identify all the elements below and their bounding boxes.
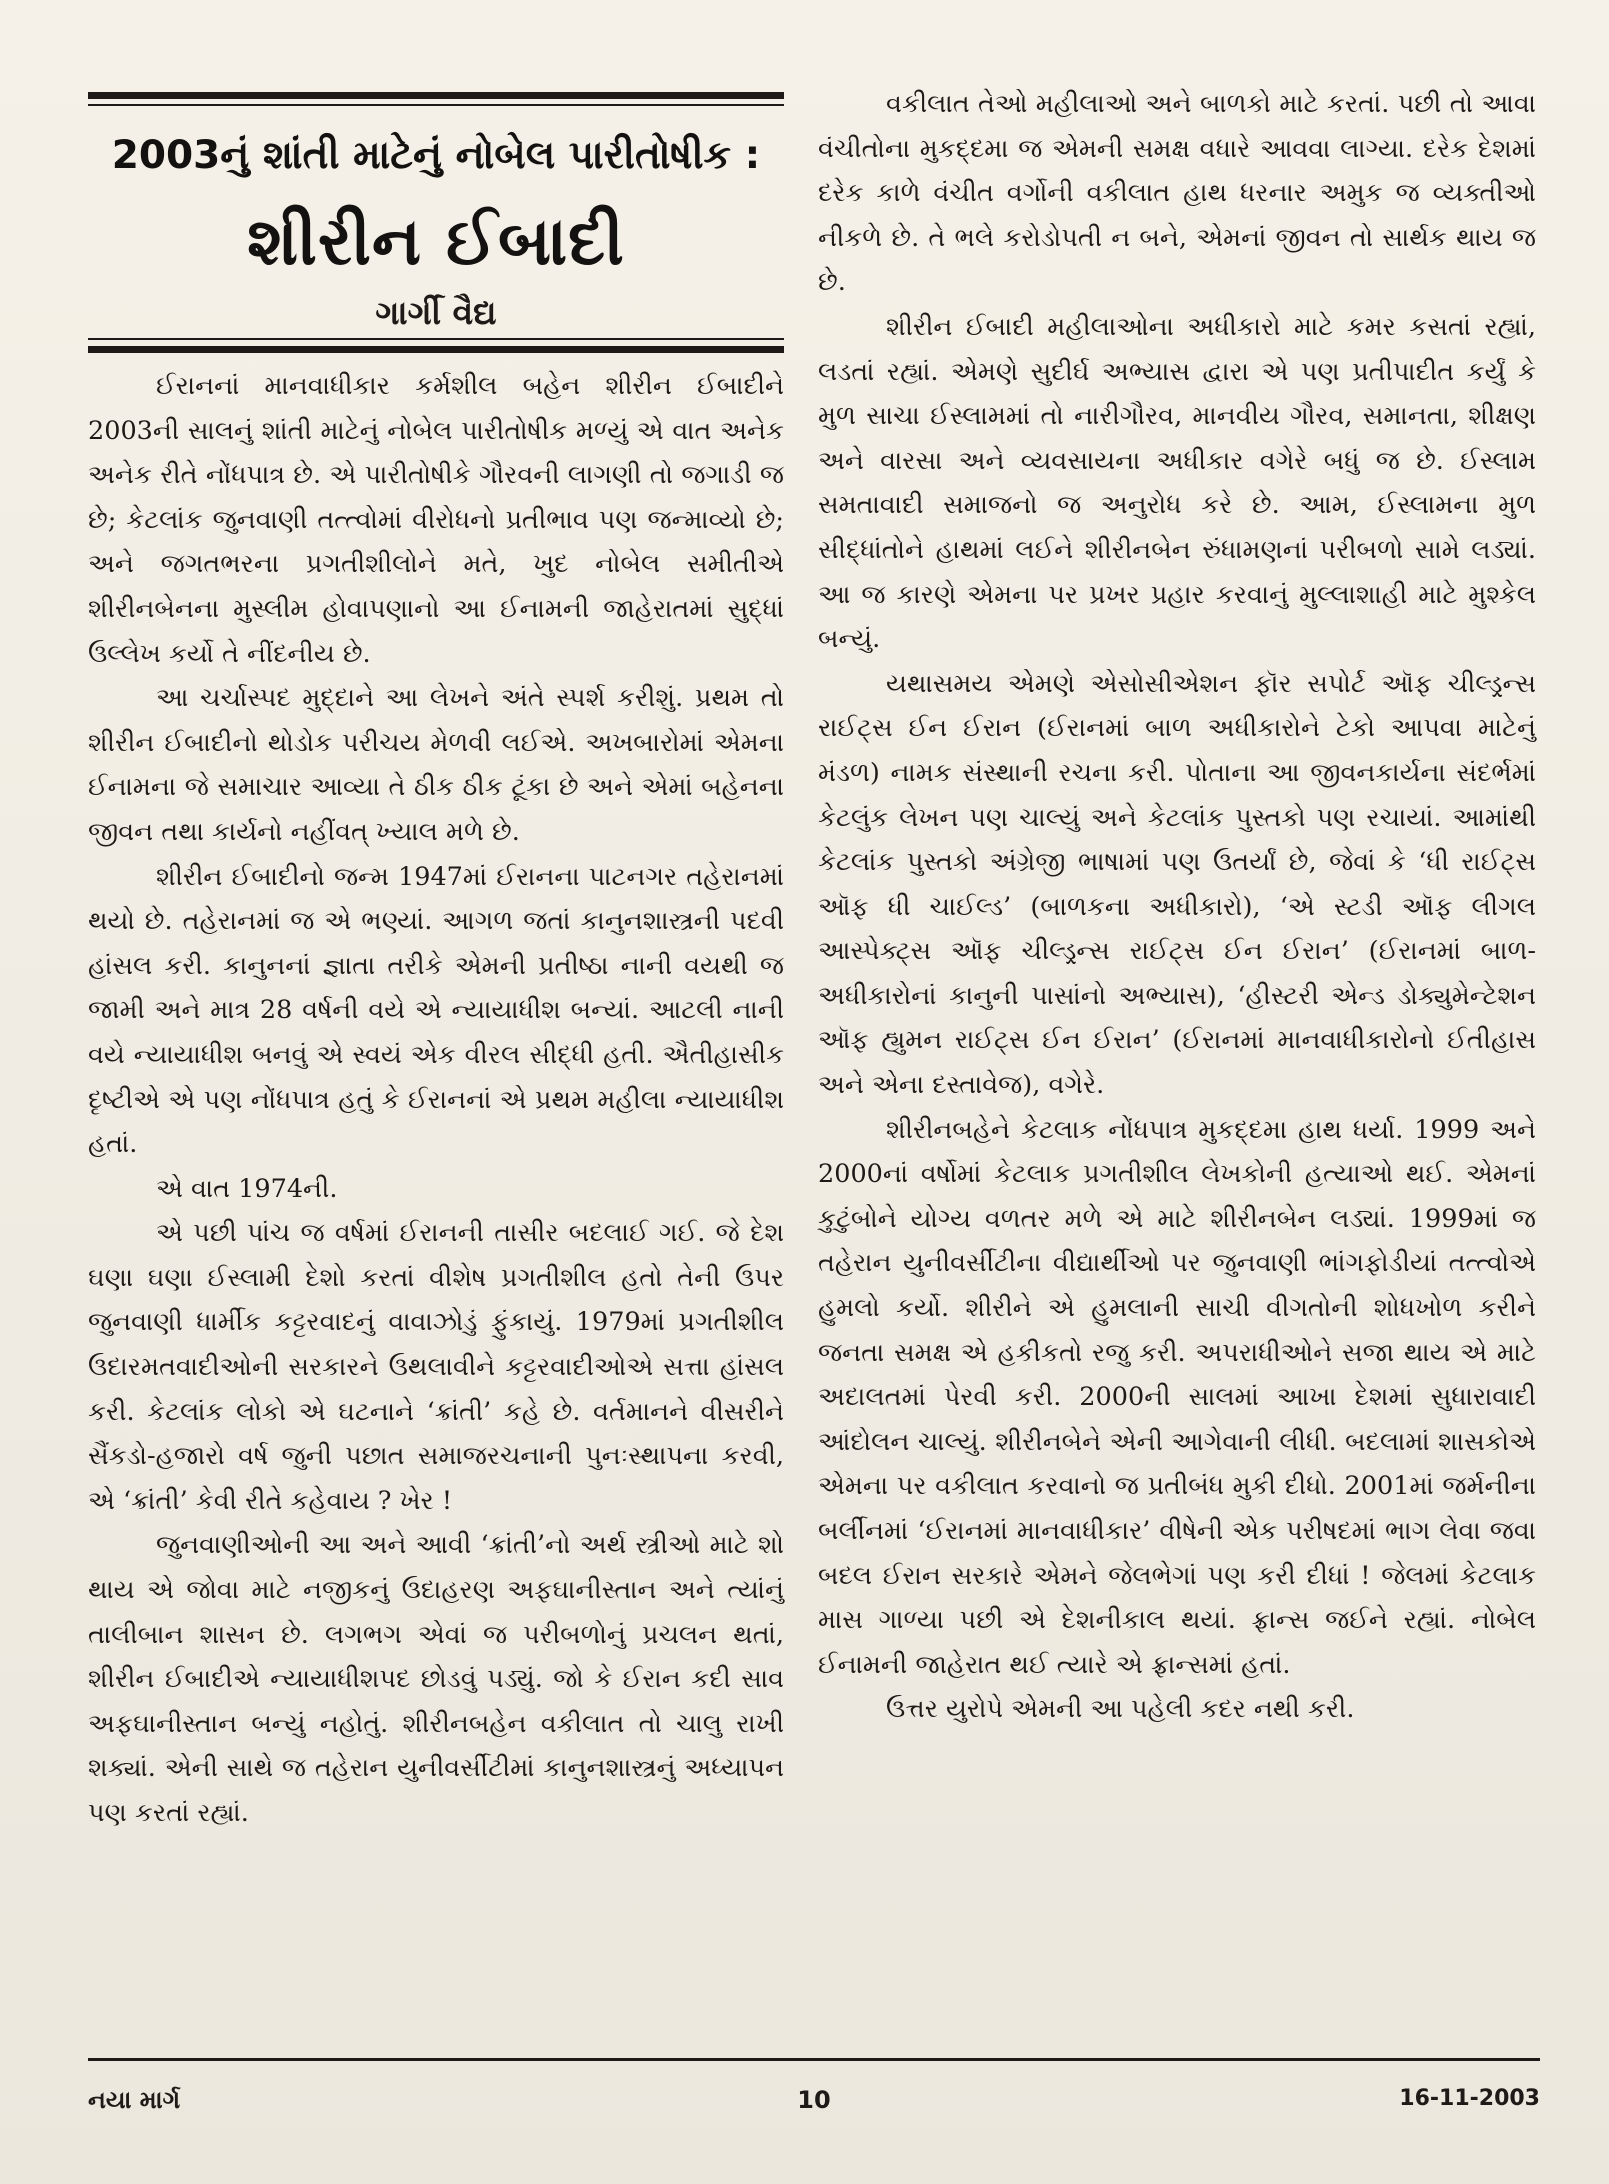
paragraph: શીરીન ઈબાદીનો જન્મ 1947માં ઈરાનના પાટનગર તહેરાનમાં થયો છે. તહેરાનમાં જ એ ભણ્યાં. આગળ જતાં કાનુનશાસ્ત્રની પદવી હાંસલ કરી. કાનુનનાં જ્ઞાતા તરીકે એમની પ્રતીષ્ઠા નાની વયથી જ જામી અને માત્ર 28 વર્ષની વયે એ ન્યાયાધીશ બન્યાં. આટલી નાની વયે ન્યાયાધીશ બનવું એ સ્વયં એક વીરલ સીદ્ધી હતી. ઐતીહાસીક દૃષ્ટીએ એ પણ નોંધપાત્ર હતું કે ઈરાનનાં એ પ્રથમ મહીલા ન્યાયાધીશ હતાં.	[88, 861, 784, 1160]
paragraph: ઉત્તર યુરોપે એમની આ પહેલી કદર નથી કરી.	[886, 1694, 1355, 1725]
headline-line-1: 2003નું શાંતી માટેનું નોબેલ પારીતોષીક :	[111, 133, 761, 178]
paragraph: એ વાત 1974ની.	[156, 1173, 338, 1204]
paragraph: એ પછી પાંચ જ વર્ષમાં ઈરાનની તાસીર બદલાઈ ગઈ. જે દેશ ઘણા ઘણા ઈસ્લામી દેશો કરતાં વીશેષ પ્રગતીશીલ હતો તેની ઉપર જુનવાણી ધાર્મીક કટ્ટરવાદનું વાવાઝોડું ફુંકાયું. 1979માં પ્રગતીશીલ ઉદારમતવાદીઓની સરકારને ઉથલાવીને કટ્ટરવાદીઓએ સત્તા હાંસલ કરી. કેટલાંક લોકો એ ઘટનાને ‘ક્રાંતી’ કહે છે. વર્તમાનને વીસરીને સૈંકડો-હજારો વર્ષ જુની પછાત સમાજરચનાની પુનઃસ્થાપના કરવી, એ ‘ક્રાંતી’ કેવી રીતે કહેવાય ? ખેર !	[88, 1218, 784, 1516]
header-rule-bottom-thin	[88, 338, 784, 340]
paragraph: ઈરાનનાં માનવાધીકાર કર્મશીલ બહેન શીરીન ઈબાદીને 2003ની સાલનું શાંતી માટેનું નોબેલ પારીતોષીક મળ્યું એ વાત અનેક અનેક રીતે નોંધપાત્ર છે. એ પારીતોષીકે ગૌરવની લાગણી તો જગાડી જ છે; કેટલાંક જુનવાણી તત્ત્વોમાં વીરોધનો પ્રતીભાવ પણ જન્માવ્યો છે; અને જગતભરના પ્રગતીશીલોને મતે, ખુદ નોબેલ સમીતીએ શીરીનબેનના મુસ્લીમ હોવાપણાનો આ ઈનામની જાહેરાતમાં સુદ્ધાં ઉલ્લેખ કર્યો તે નીંદનીય છે.	[88, 371, 784, 669]
paragraph: વકીલાત તેઓ મહીલાઓ અને બાળકો માટે કરતાં. પછી તો આવા વંચીતોના મુકદ્દમા જ એમની સમક્ષ વધારે આવવા લાગ્યા. દરેક દેશમાં દરેક કાળે વંચીત વર્ગોની વકીલાત હાથ ધરનાર અમુક જ વ્યક્તીઓ નીકળે છે. તે ભલે કરોડોપતી ન બને, એમનાં જીવન તો સાર્થક થાય જ છે.	[818, 89, 1536, 298]
paragraph: શીરીનબહેને કેટલાક નોંધપાત્ર મુકદ્દમા હાથ ધર્યા. 1999 અને 2000નાં વર્ષોમાં કેટલાક પ્રગતીશીલ લેખકોની હત્યાઓ થઈ. એમનાં કુટુંબોને યોગ્ય વળતર મળે એ માટે શીરીનબેન લડ્યાં. 1999માં જ તહેરાન યુનીવર્સીટીના વીદ્યાર્થીઓ પર જુનવાણી ભાંગફોડીયાં તત્ત્વોએ હુમલો કર્યો. શીરીને એ હુમલાની સાચી વીગતોની શોધખોળ કરીને જનતા સમક્ષ એ હકીકતો રજુ કરી. અપરાધીઓને સજા થાય એ માટે અદાલતમાં પેરવી કરી. 2000ની સાલમાં આખા દેશમાં સુધારાવાદી આંદોલન ચાલ્યું. શીરીનબેને એની આગેવાની લીધી. બદલામાં શાસકોએ એમના પર વકીલાત કરવાનો જ પ્રતીબંધ મુકી દીધો. 2001માં જર્મનીના બર્લીનમાં ‘ઈરાનમાં માનવાધીકાર’ વીષેની એક પરીષદમાં ભાગ લેવા જવા બદલ ઈરાન સરકારે એમને જેલભેગાં પણ કરી દીધાં ! જેલમાં કેટલાક માસ ગાળ્યા પછી એ દેશનીકાલ થયાં. ફ્રાન્સ જઈને રહ્યાં. નોબેલ ઈનામની જાહેરાત થઈ ત્યારે એ ફ્રાન્સમાં હતાં.	[818, 1114, 1536, 1680]
header-rule-top	[88, 92, 784, 99]
page-number: 10	[797, 2086, 831, 2114]
left-column	[88, 364, 784, 1836]
paragraph: આ ચર્ચાસ્પદ મુદ્દાને આ લેખને અંતે સ્પર્શ કરીશું. પ્રથમ તો શીરીન ઈબાદીનો થોડોક પરીચય મેળવી લઈએ. અખબારોમાં એમના ઈનામના જે સમાચાર આવ્યા તે ઠીક ઠીક ટૂંકા છે અને એમાં બહેનના જીવન તથા કાર્યનો નહીંવત્ ખ્યાલ મળે છે.	[88, 683, 784, 847]
right-column	[818, 82, 1536, 1732]
header-rule-top-thin	[88, 104, 784, 106]
headline-line-2: શીરીન ઈબાદી	[247, 203, 625, 280]
header-rule-bottom	[88, 346, 784, 353]
footer-rule	[88, 2058, 1540, 2061]
publication-name: નયા માર્ગ	[88, 2086, 181, 2114]
paragraph: શીરીન ઈબાદી મહીલાઓના અધીકારો માટે કમર કસતાં રહ્યાં, લડતાં રહ્યાં. એમણે સુદીર્ઘ અભ્યાસ દ્વારા એ પણ પ્રતીપાદીત કર્યું કે મુળ સાચા ઈસ્લામમાં તો નારીગૌરવ, માનવીય ગૌરવ, સમાનતા, શીક્ષણ અને વારસા અને વ્યવસાયના અધીકાર વગેરે બધું જ છે. ઈસ્લામ સમતાવાદી સમાજનો જ અનુરોધ કરે છે. આમ, ઈસ્લામના મુળ સીદ્ધાંતોને હાથમાં લઈને શીરીનબેન રુંધામણનાં પરીબળો સામે લડ્યાં. આ જ કારણે એમના પર પ્રખર પ્રહાર કરવાનું મુલ્લાશાહી માટે મુશ્કેલ બન્યું.	[818, 311, 1536, 655]
author-byline: ગાર્ગી વૈદ્ય	[375, 293, 497, 332]
paragraph: યથાસમય એમણે એસોસીએશન ફૉર સપોર્ટ ઑફ ચીલ્ડ્રન્સ રાઈટ્સ ઈન ઈરાન (ઈરાનમાં બાળ અધીકારોને ટેકો આપવા માટેનું મંડળ) નામક સંસ્થાની રચના કરી. પોતાના આ જીવનકાર્યના સંદર્ભમાં કેટલુંક લેખન પણ ચાલ્યું અને કેટલાંક પુસ્તકો પણ રચાયાં. આમાંથી કેટલાંક પુસ્તકો અંગ્રેજી ભાષામાં પણ ઉતર્યાં છે, જેવાં કે ‘ધી રાઈટ્સ ઑફ ધી ચાઈલ્ડ’ (બાળકના અધીકારો), ‘એ સ્ટડી ઑફ લીગલ આસ્પેક્ટ્સ ઑફ ચીલ્ડ્રન્સ રાઈટ્સ ઈન ઈરાન’ (ઈરાનમાં બાળ-અધીકારોનાં કાનુની પાસાંનો અભ્યાસ), ‘હીસ્ટરી એન્ડ ડોક્યુમેન્ટેશન ઑફ હ્યુમન રાઈટ્સ ઈન ઈરાન’ (ઈરાનમાં માનવાધીકારોનો ઈતીહાસ અને એના દસ્તાવેજ), વગેરે.	[818, 668, 1536, 1101]
paragraph: જુનવાણીઓની આ અને આવી ‘ક્રાંતી’નો અર્થ સ્ત્રીઓ માટે શો થાય એ જોવા માટે નજીકનું ઉદાહરણ અફઘાનીસ્તાન અને ત્યાંનું તાલીબાન શાસન છે. લગભગ એવાં જ પરીબળોનું પ્રચલન થતાં, શીરીન ઈબાદીએ ન્યાયાધીશપદ છોડવું પડ્યું. જો કે ઈરાન કદી સાવ અફઘાનીસ્તાન બન્યું નહોતું. શીરીનબહેન વકીલાત તો ચાલુ રાખી શક્યાં. એની સાથે જ તહેરાન યુનીવર્સીટીમાં કાનુનશાસ્ત્રનું અધ્યાપન પણ કરતાં રહ્યાં.	[88, 1530, 784, 1828]
issue-date: 16-11-2003	[1399, 2086, 1540, 2111]
page-footer	[88, 2070, 1540, 2120]
